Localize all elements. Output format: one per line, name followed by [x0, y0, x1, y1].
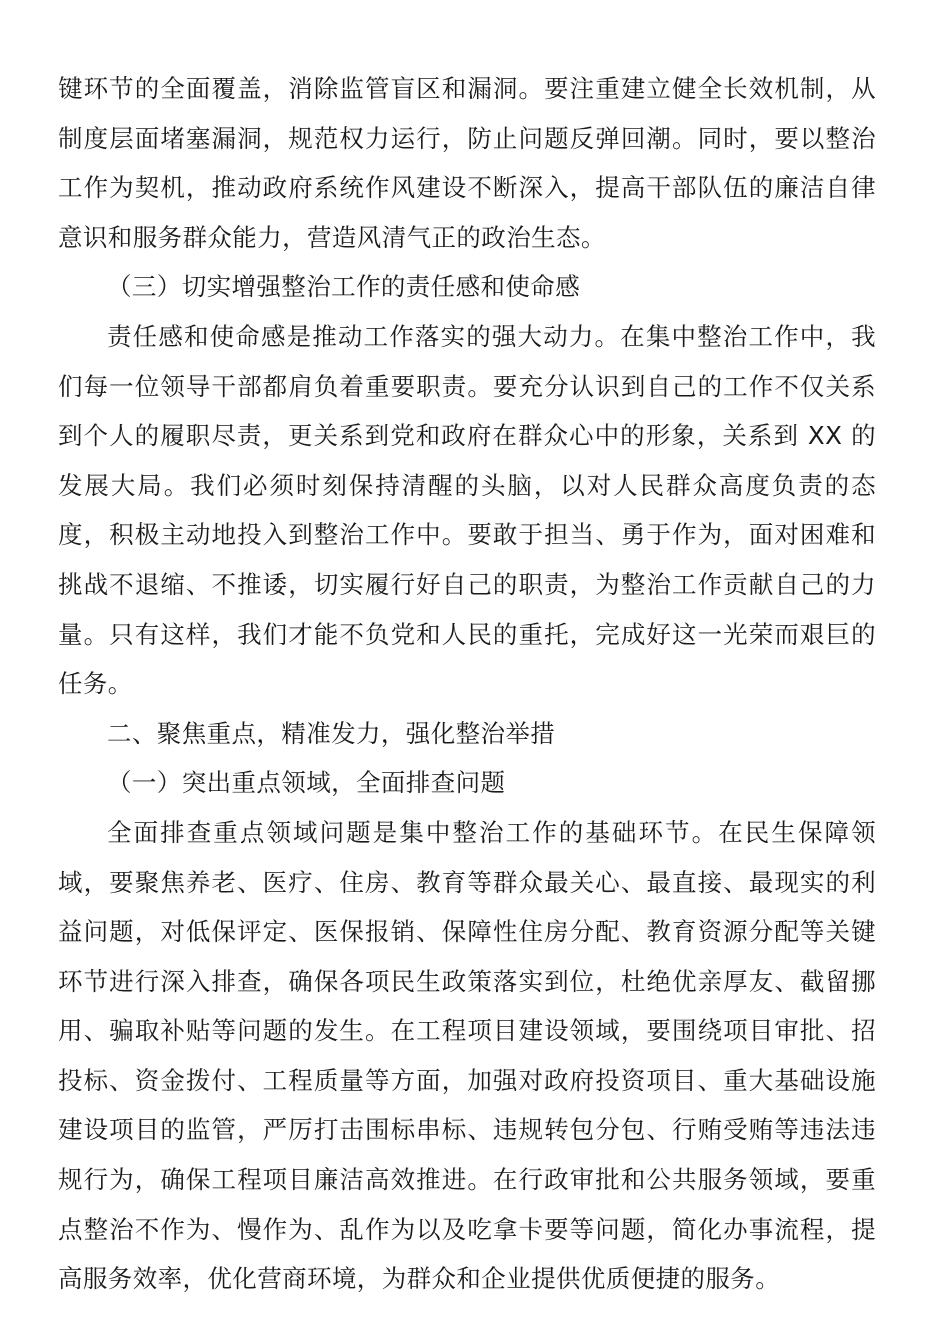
paragraph-key-areas: 全面排查重点领域问题是集中整治工作的基础环节。在民生保障领域，要聚焦养老、医疗、住房、教育等群众最关心、最直接、最现实的利益问题，对低保评定、医保报销、保障性住房分配、教育资源分配等关键环节进行深入排查，确保各项民生政策落实到位，杜绝优亲厚友、截留挪用、骗取补贴等问题的发生。在工程项目建设领域，要围绕项目审批、招投标、资金拨付、工程质量等方面，加强对政府投资项目、重大基础设施建设项目的监管，严厉打击围标串标、违规转包分包、行贿受贿等违法违规行为，确保工程项目廉洁高效推进。在行政审批和公共服务领域，要重点整治不作为、慢作为、乱作为以及吃拿卡要等问题，简化办事流程，提高服务效率，优化营商环境，为群众和企业提供优质便捷的服务。	[58, 817, 876, 1294]
paragraph-continued: 键环节的全面覆盖，消除监管盲区和漏洞。要注重建立健全长效机制，从制度层面堵塞漏洞，规范权力运行，防止问题反弹回潮。同时，要以整治工作为契机，推动政府系统作风建设不断深入，提高干部队伍的廉洁自律意识和服务群众能力，营造风清气正的政治生态。	[58, 74, 876, 252]
paragraph-responsibility: 责任感和使命感是推动工作落实的强大动力。在集中整治工作中，我们每一位领导干部都肩负着重要职责。要充分认识到自己的工作不仅关系到个人的履职尽责，更关系到党和政府在群众心中的形象，关系到 XX 的发展大局。我们必须时刻保持清醒的头脑，以对人民群众高度负责的态度，积极主动地投入到整治工作中。要敢于担当、勇于作为，面对困难和挑战不退缩、不推诿，切实履行好自己的职责，为整治工作贡献自己的力量。只有这样，我们才能不负党和人民的重托，完成好这一光荣而艰巨的任务。	[58, 321, 876, 699]
subheading-three: （三）切实增强整治工作的责任感和使命感	[107, 272, 581, 302]
section-heading-two: 二、聚焦重点，精准发力，强化整治举措	[107, 718, 556, 748]
document-body	[58, 64, 876, 1304]
subheading-one: （一）突出重点领域，全面排查问题	[107, 768, 506, 798]
